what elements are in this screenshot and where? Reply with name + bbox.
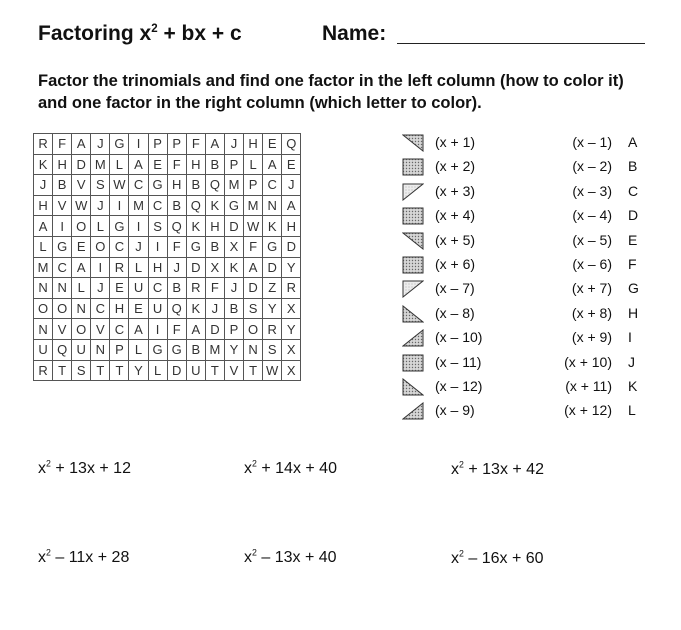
grid-cell[interactable]: N [91, 339, 110, 360]
grid-cell[interactable]: J [34, 175, 53, 196]
left-factor: (x + 4) [435, 207, 476, 224]
problem: $x^2 - 16x + 60$ [451, 548, 544, 567]
grid-cell[interactable]: H [167, 175, 186, 196]
grid-cell[interactable]: Q [53, 339, 72, 360]
grid-cell[interactable]: C [148, 195, 167, 216]
grid-cell[interactable]: T [205, 360, 224, 381]
pattern-swatch-icon [402, 134, 424, 152]
legend-row [402, 180, 642, 204]
grid-cell[interactable]: I [148, 319, 167, 340]
grid-cell[interactable]: Q [205, 175, 224, 196]
grid-cell[interactable]: F [167, 319, 186, 340]
grid-cell[interactable]: G [224, 195, 243, 216]
grid-cell[interactable]: N [34, 278, 53, 299]
grid-cell[interactable]: L [129, 339, 148, 360]
grid-cell[interactable]: H [148, 257, 167, 278]
grid-cell[interactable]: B [186, 339, 205, 360]
letter-grid [33, 133, 301, 381]
problem: $x^2 - 11x + 28$ [38, 547, 130, 566]
grid-cell[interactable]: V [53, 319, 72, 340]
grid-cell[interactable]: N [244, 339, 263, 360]
letter-label: H [628, 304, 639, 321]
grid-cell[interactable]: U [186, 360, 205, 381]
grid-cell[interactable]: V [72, 175, 91, 196]
grid-cell[interactable]: D [224, 216, 243, 237]
letter-label: C [628, 182, 639, 199]
grid-cell[interactable]: J [129, 236, 148, 257]
left-factor: (x + 6) [435, 256, 476, 272]
grid-cell[interactable]: K [186, 216, 205, 237]
grid-cell[interactable]: K [224, 257, 243, 278]
grid-cell[interactable]: N [53, 278, 72, 299]
grid-cell[interactable]: D [263, 257, 282, 278]
left-factor: (x – 11) [435, 353, 482, 370]
grid-cell[interactable]: X [224, 236, 243, 257]
grid-row [34, 257, 301, 278]
grid-cell[interactable]: S [244, 298, 263, 319]
grid-cell[interactable]: Q [282, 134, 301, 155]
grid-cell[interactable]: L [244, 154, 263, 175]
pattern-swatch-icon [402, 280, 424, 298]
letter-label: L [628, 402, 636, 419]
grid-cell[interactable]: O [91, 236, 110, 257]
grid-cell[interactable]: C [53, 257, 72, 278]
grid-cell[interactable]: M [244, 195, 263, 216]
grid-cell[interactable]: C [110, 319, 129, 340]
left-factor: (x – 12) [435, 378, 483, 394]
right-factor: (x + 9) [571, 329, 612, 346]
right-factor: (x + 11) [565, 378, 612, 394]
right-factor: (x – 1) [572, 134, 612, 150]
letter-label: J [628, 353, 635, 370]
legend-row [402, 302, 642, 326]
letter-label: I [628, 329, 632, 346]
grid-cell[interactable]: U [72, 339, 91, 360]
pattern-swatch-icon [402, 354, 424, 372]
grid-cell[interactable]: X [205, 257, 224, 278]
legend-row [402, 399, 642, 423]
grid-cell[interactable]: G [167, 339, 186, 360]
letter-label: G [628, 280, 639, 297]
grid-cell[interactable]: H [205, 216, 224, 237]
grid-cell[interactable]: B [186, 175, 205, 196]
grid-cell[interactable]: P [224, 319, 243, 340]
grid-cell[interactable]: I [53, 216, 72, 237]
grid-cell[interactable]: C [129, 175, 148, 196]
grid-row [34, 236, 301, 257]
problem: $x^2 + 14x + 40$ [244, 458, 337, 477]
grid-cell[interactable]: P [224, 154, 243, 175]
grid-cell[interactable]: A [34, 216, 53, 237]
right-factor: (x + 12) [564, 402, 612, 419]
right-factor: (x – 4) [572, 207, 612, 224]
grid-cell[interactable]: R [186, 278, 205, 299]
grid-cell[interactable]: I [148, 236, 167, 257]
grid-row [34, 154, 301, 175]
grid-cell[interactable]: A [282, 195, 301, 216]
grid-cell[interactable]: G [53, 236, 72, 257]
grid-cell[interactable]: M [224, 175, 243, 196]
grid-cell[interactable]: Q [167, 298, 186, 319]
right-factor: (x – 5) [572, 231, 612, 248]
grid-cell[interactable]: W [110, 175, 129, 196]
grid-row [34, 278, 301, 299]
grid-cell[interactable]: X [282, 360, 301, 381]
right-factor: (x + 10) [564, 353, 612, 370]
grid-cell[interactable]: A [129, 319, 148, 340]
grid-cell[interactable]: G [148, 339, 167, 360]
left-factor: (x – 9) [435, 402, 475, 419]
grid-row [34, 175, 301, 196]
right-factor: (x – 3) [572, 182, 612, 199]
grid-cell[interactable]: R [34, 360, 53, 381]
grid-cell[interactable]: R [110, 257, 129, 278]
grid-cell[interactable]: J [91, 278, 110, 299]
legend-row [402, 253, 642, 277]
grid-cell[interactable]: X [282, 298, 301, 319]
legend-row [402, 277, 642, 301]
grid-cell[interactable]: C [110, 236, 129, 257]
letter-label: D [628, 207, 639, 224]
grid-cell[interactable]: C [91, 298, 110, 319]
problem: $x^2 + 13x + 12$ [38, 458, 131, 477]
grid-cell[interactable]: G [110, 134, 129, 155]
grid-cell[interactable]: G [148, 175, 167, 196]
legend-row [402, 155, 642, 179]
grid-cell[interactable]: C [263, 175, 282, 196]
grid-cell[interactable]: I [91, 257, 110, 278]
grid-cell[interactable]: S [263, 339, 282, 360]
grid-cell[interactable]: D [205, 319, 224, 340]
legend-row [402, 375, 642, 399]
grid-cell[interactable]: C [148, 278, 167, 299]
grid-cell[interactable]: X [282, 339, 301, 360]
grid-cell[interactable]: Q [186, 195, 205, 216]
pattern-swatch-icon [402, 305, 424, 323]
left-factor: (x + 3) [435, 182, 476, 199]
left-factor: (x + 1) [435, 134, 476, 150]
grid-cell[interactable]: B [224, 298, 243, 319]
grid-row [34, 319, 301, 340]
grid-cell[interactable]: H [186, 154, 205, 175]
grid-cell[interactable]: K [263, 216, 282, 237]
grid-cell[interactable]: A [263, 154, 282, 175]
grid-cell[interactable]: A [244, 257, 263, 278]
grid-cell[interactable]: V [53, 195, 72, 216]
grid-cell[interactable]: B [205, 154, 224, 175]
left-factor: (x + 2) [435, 158, 476, 175]
grid-row [34, 360, 301, 381]
grid-cell[interactable]: W [244, 216, 263, 237]
grid-cell[interactable]: S [72, 360, 91, 381]
grid-cell[interactable]: U [148, 298, 167, 319]
grid-row [34, 298, 301, 319]
grid-cell[interactable]: F [167, 154, 186, 175]
grid-row [34, 195, 301, 216]
grid-cell[interactable]: P [244, 175, 263, 196]
legend-row [402, 351, 642, 375]
right-factor: (x + 8) [571, 304, 612, 321]
legend-row [402, 131, 642, 155]
worksheet-title: Factoring $x^2$ + bx + c [38, 22, 242, 45]
grid-cell[interactable]: L [72, 278, 91, 299]
grid-cell[interactable]: O [244, 319, 263, 340]
grid-cell[interactable]: B [53, 175, 72, 196]
grid-cell[interactable]: J [224, 134, 243, 155]
grid-cell[interactable]: J [91, 134, 110, 155]
grid-cell[interactable]: O [72, 319, 91, 340]
left-factor: (x + 5) [435, 231, 476, 248]
grid-cell[interactable]: R [263, 319, 282, 340]
grid-cell[interactable]: L [148, 360, 167, 381]
grid-cell[interactable]: F [244, 236, 263, 257]
grid-cell[interactable]: W [72, 195, 91, 216]
grid-cell[interactable]: Y [282, 319, 301, 340]
pattern-swatch-icon [402, 256, 424, 274]
grid-cell[interactable]: P [148, 134, 167, 155]
grid-row [34, 339, 301, 360]
grid-cell[interactable]: M [91, 154, 110, 175]
name-label: Name: [322, 22, 387, 45]
grid-cell[interactable]: N [263, 195, 282, 216]
grid-cell[interactable]: N [34, 319, 53, 340]
grid-cell[interactable]: A [72, 257, 91, 278]
grid-cell[interactable]: J [91, 195, 110, 216]
grid-cell[interactable]: Y [263, 298, 282, 319]
grid-cell[interactable]: M [205, 339, 224, 360]
grid-cell[interactable]: E [148, 154, 167, 175]
legend-row [402, 229, 642, 253]
grid-cell[interactable]: K [186, 298, 205, 319]
grid-cell[interactable]: G [110, 216, 129, 237]
grid-cell[interactable]: Y [224, 339, 243, 360]
grid-cell[interactable]: G [263, 236, 282, 257]
letter-label: F [628, 256, 637, 272]
grid-cell[interactable]: E [263, 134, 282, 155]
instructions: Factor the trinomials and find one factor in the left column (how to color it) and one factor in the right column (which letter to color). [38, 72, 624, 112]
grid-cell[interactable]: Z [263, 278, 282, 299]
right-factor: (x – 6) [572, 256, 612, 272]
grid-cell[interactable]: H [244, 134, 263, 155]
grid-cell[interactable]: K [205, 195, 224, 216]
left-factor: (x – 7) [435, 280, 475, 297]
grid-cell[interactable]: F [53, 134, 72, 155]
grid-cell[interactable]: J [282, 175, 301, 196]
grid-cell[interactable]: I [129, 216, 148, 237]
pattern-swatch-icon [402, 183, 424, 201]
left-factor: (x – 10) [435, 329, 483, 346]
pattern-swatch-icon [402, 158, 424, 176]
grid-cell[interactable]: H [34, 195, 53, 216]
grid-cell[interactable]: B [205, 236, 224, 257]
grid-cell[interactable]: B [167, 195, 186, 216]
problem: $x^2 + 13x + 42$ [451, 459, 544, 478]
letter-label: B [628, 158, 638, 175]
grid-cell[interactable]: A [72, 134, 91, 155]
grid-cell[interactable]: A [186, 319, 205, 340]
grid-cell[interactable]: F [167, 236, 186, 257]
grid-cell[interactable]: O [34, 298, 53, 319]
grid-cell[interactable]: F [205, 278, 224, 299]
right-factor: (x + 7) [571, 280, 612, 297]
pattern-swatch-icon [402, 232, 424, 250]
problem: $x^2 - 13x + 40$ [244, 547, 337, 566]
grid-cell[interactable]: J [167, 257, 186, 278]
grid-cell[interactable]: L [34, 236, 53, 257]
pattern-swatch-icon [402, 329, 424, 347]
grid-cell[interactable]: E [129, 298, 148, 319]
grid-cell[interactable]: Q [167, 216, 186, 237]
grid-cell[interactable]: H [282, 216, 301, 237]
grid-cell[interactable]: T [91, 360, 110, 381]
grid-cell[interactable]: D [186, 257, 205, 278]
grid-cell[interactable]: M [34, 257, 53, 278]
grid-cell[interactable]: F [186, 134, 205, 155]
right-factor: (x – 2) [572, 158, 612, 175]
grid-cell[interactable]: D [72, 154, 91, 175]
grid-cell[interactable]: P [110, 339, 129, 360]
grid-cell[interactable]: T [110, 360, 129, 381]
grid-cell[interactable]: Y [129, 360, 148, 381]
grid-cell[interactable]: A [205, 134, 224, 155]
grid-cell[interactable]: L [129, 257, 148, 278]
grid-cell[interactable]: L [110, 154, 129, 175]
grid-cell[interactable]: D [167, 360, 186, 381]
letter-label: A [628, 134, 638, 150]
grid-cell[interactable]: E [110, 278, 129, 299]
grid-cell[interactable]: H [110, 298, 129, 319]
pattern-swatch-icon [402, 207, 424, 225]
grid-cell[interactable]: R [34, 134, 53, 155]
grid-cell[interactable]: O [53, 298, 72, 319]
grid-cell[interactable]: O [72, 216, 91, 237]
grid-cell[interactable]: Y [282, 257, 301, 278]
grid-cell[interactable]: U [129, 278, 148, 299]
grid-row [34, 134, 301, 155]
grid-cell[interactable]: R [282, 278, 301, 299]
grid-cell[interactable]: V [224, 360, 243, 381]
grid-cell[interactable]: B [167, 278, 186, 299]
legend-row [402, 326, 642, 350]
grid-cell[interactable]: L [91, 216, 110, 237]
grid-cell[interactable]: K [34, 154, 53, 175]
name-input-line[interactable] [397, 43, 645, 44]
grid-cell[interactable]: M [129, 195, 148, 216]
grid-cell[interactable]: G [186, 236, 205, 257]
pattern-swatch-icon [402, 402, 424, 420]
letter-label: K [628, 378, 638, 394]
grid-cell[interactable]: D [244, 278, 263, 299]
grid-row [34, 216, 301, 237]
grid-cell[interactable]: P [167, 134, 186, 155]
left-factor: (x – 8) [435, 304, 475, 321]
legend-row [402, 204, 642, 228]
grid-cell[interactable]: N [72, 298, 91, 319]
grid-cell[interactable]: S [91, 175, 110, 196]
grid-cell[interactable]: A [129, 154, 148, 175]
grid-cell[interactable]: E [72, 236, 91, 257]
grid-cell[interactable]: T [53, 360, 72, 381]
grid-cell[interactable]: S [148, 216, 167, 237]
letter-label: E [628, 231, 638, 248]
grid-cell[interactable]: E [282, 154, 301, 175]
grid-cell[interactable]: I [110, 195, 129, 216]
grid-cell[interactable]: J [205, 298, 224, 319]
grid-cell[interactable]: D [282, 236, 301, 257]
grid-cell[interactable]: H [53, 154, 72, 175]
grid-cell[interactable]: W [263, 360, 282, 381]
pattern-swatch-icon [402, 378, 424, 396]
grid-cell[interactable]: U [34, 339, 53, 360]
grid-cell[interactable]: J [224, 278, 243, 299]
grid-cell[interactable]: V [91, 319, 110, 340]
grid-cell[interactable]: T [244, 360, 263, 381]
grid-cell[interactable]: I [129, 134, 148, 155]
